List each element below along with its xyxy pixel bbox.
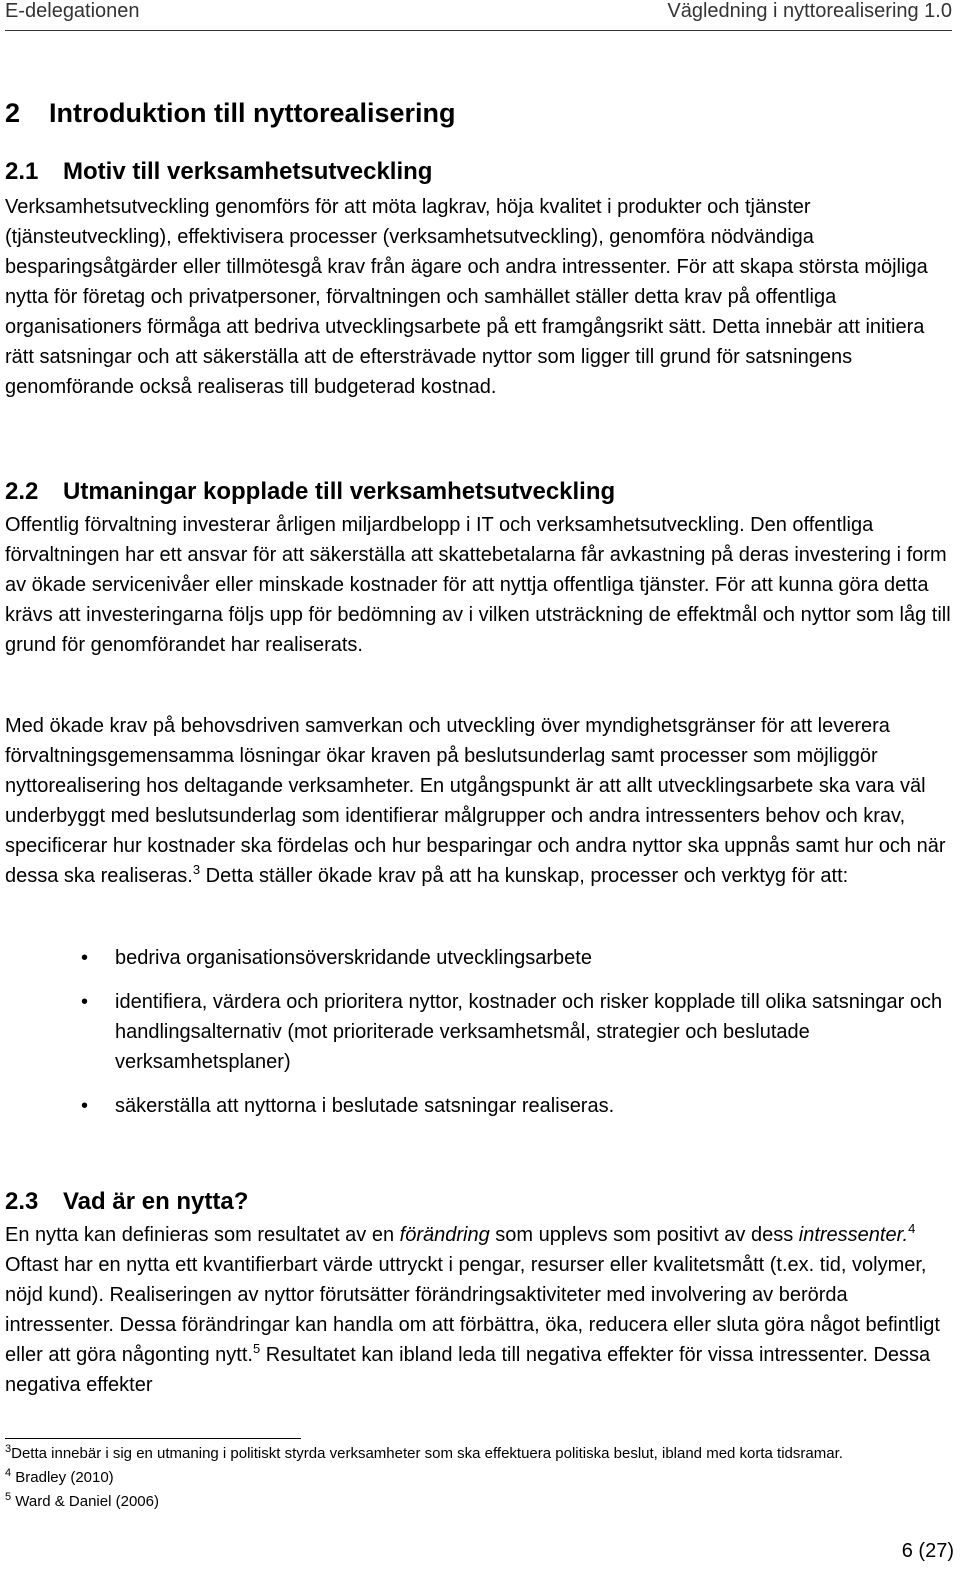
section-title: Motiv till verksamhetsutveckling <box>63 158 433 185</box>
section-number: 2.1 <box>5 158 39 185</box>
footnote-number: 3 <box>5 1443 12 1455</box>
page-header <box>5 0 952 30</box>
chapter-title: Introduktion till nyttorealisering <box>49 98 456 128</box>
paragraph-text: En nytta kan definieras som resultatet av en <box>5 1224 400 1246</box>
section-2-2-paragraph-1: Offentlig förvaltning investerar årligen miljardbelopp i IT och verksamhetsutveckling. Den offentliga förvaltningen har ett ansvar för att säkerställa att skattebetalarna får avkastning på deras investering i form av ökade servicenivåer eller minskade kostnader för att nyttja offentliga tjänster. För att kunna göra detta krävs att investeringarna följs upp för bedömning av i vilken utsträckning de effektmål och nyttor som låg till grund för genomförandet har realiserats. <box>5 514 951 656</box>
footnote-number: 5 <box>5 1491 12 1503</box>
section-heading-2-2 <box>5 478 615 506</box>
footnote-text: Bradley (2010) <box>11 1469 114 1486</box>
emphasis-text: förändring <box>399 1224 490 1246</box>
section-heading-2-3 <box>5 1188 248 1216</box>
requirements-list <box>5 943 954 1135</box>
list-item: • säkerställa att nyttorna i beslutade satsningar realiseras. <box>5 1091 954 1121</box>
footnote-text: Ward & Daniel (2006) <box>11 1493 159 1510</box>
section-2-3-paragraph <box>5 1220 954 1400</box>
chapter-number: 2 <box>5 98 21 128</box>
section-2-1-paragraph: Verksamhetsutveckling genomförs för att möta lagkrav, höja kvalitet i produkter och tjänster (tjänsteutveckling), effektivisera processer (verksamhetsutveckling), genomföra nödvändiga besparingsåtgärder eller tillmötesgå krav från ägare och andra intressenter. För att skapa största möjliga nytta för företag och privatpersoner, förvaltningen och samhället ställer detta krav på offentliga organisationers förmåga att bedriva utvecklingsarbete på ett framgångsrikt sätt. Detta innebär att initiera rätt satsningar och att säkerställa att de eftersträvade nyttor som ligger till grund för satsningens genomförande också realiseras till budgeterad kostnad. <box>5 196 928 398</box>
list-item: • identifiera, värdera och prioritera nyttor, kostnader och risker kopplade till olika satsningar och handlingsalternativ (mot prioriterade verksamhetsmål, strategier och beslutade verksamhetsplaner) <box>5 987 954 1077</box>
header-document-title: Vägledning i nyttorealisering 1.0 <box>667 0 952 22</box>
section-number: 2.2 <box>5 478 39 505</box>
header-divider <box>5 30 952 31</box>
section-heading-2-1 <box>5 158 432 186</box>
footnote <box>5 1466 954 1490</box>
header-organization: E-delegationen <box>5 0 140 22</box>
emphasis-text: intressenter. <box>798 1224 909 1246</box>
paragraph-text: Detta ställer ökade krav på att ha kunskap, processer och verktyg för att: <box>200 865 849 887</box>
section-title: Utmaningar kopplade till verksamhetsutveckling <box>63 478 616 505</box>
paragraph-text: Oftast har en nytta ett kvantifierbart värde uttryckt i pengar, resurser eller kvalitetsmått (t.ex. tid, volymer, nöjd kund). Realiseringen av nyttor förutsätter förändringsaktiviteter med involvering av berörda intressenter. Dessa förändringar kan handla om att förbättra, öka, reducera eller sluta göra något befintligt eller att göra någonting nytt. <box>5 1254 940 1366</box>
footnote-reference: 3 <box>192 862 201 877</box>
footnote-number: 4 <box>5 1467 12 1479</box>
paragraph-text: Med ökade krav på behovsdriven samverkan och utveckling över myndighetsgränser för att leverera förvaltningsgemensamma lösningar ökar kraven på beslutsunderlag samt processer som möjliggör nyttorealisering hos deltagande verksamheter. En utgångspunkt är att allt utvecklingsarbete ska vara väl underbyggt med beslutsunderlag som identifierar målgrupper och andra intressenters behov och krav, specificerar hur kostnader ska fördelas och hur besparingar och andra nyttor ska uppnås samt hur och när dessa ska realiseras. <box>5 715 946 887</box>
footnote-divider <box>5 1438 301 1439</box>
section-number: 2.3 <box>5 1188 39 1215</box>
footnote-reference: 4 <box>908 1221 916 1236</box>
page-number: 6 (27) <box>901 1540 954 1562</box>
footnote <box>5 1490 954 1514</box>
footnote <box>5 1442 954 1466</box>
section-2-2-paragraph-2 <box>5 711 954 891</box>
footnotes <box>5 1442 954 1514</box>
paragraph-text: som upplevs som positivt av dess <box>489 1224 799 1246</box>
list-item: • bedriva organisationsöverskridande utvecklingsarbete <box>5 943 954 973</box>
footnote-text: Detta innebär i sig en utmaning i politiskt styrda verksamheter som ska effektuera politiska beslut, ibland med korta tidsramar. <box>11 1445 843 1462</box>
paragraph-text: Resultatet kan ibland leda till negativa effekter för vissa intressenter. Dessa negativa effekter <box>5 1344 931 1396</box>
footnote-reference: 5 <box>252 1341 261 1356</box>
chapter-heading <box>5 98 456 129</box>
section-title: Vad är en nytta? <box>63 1188 249 1215</box>
